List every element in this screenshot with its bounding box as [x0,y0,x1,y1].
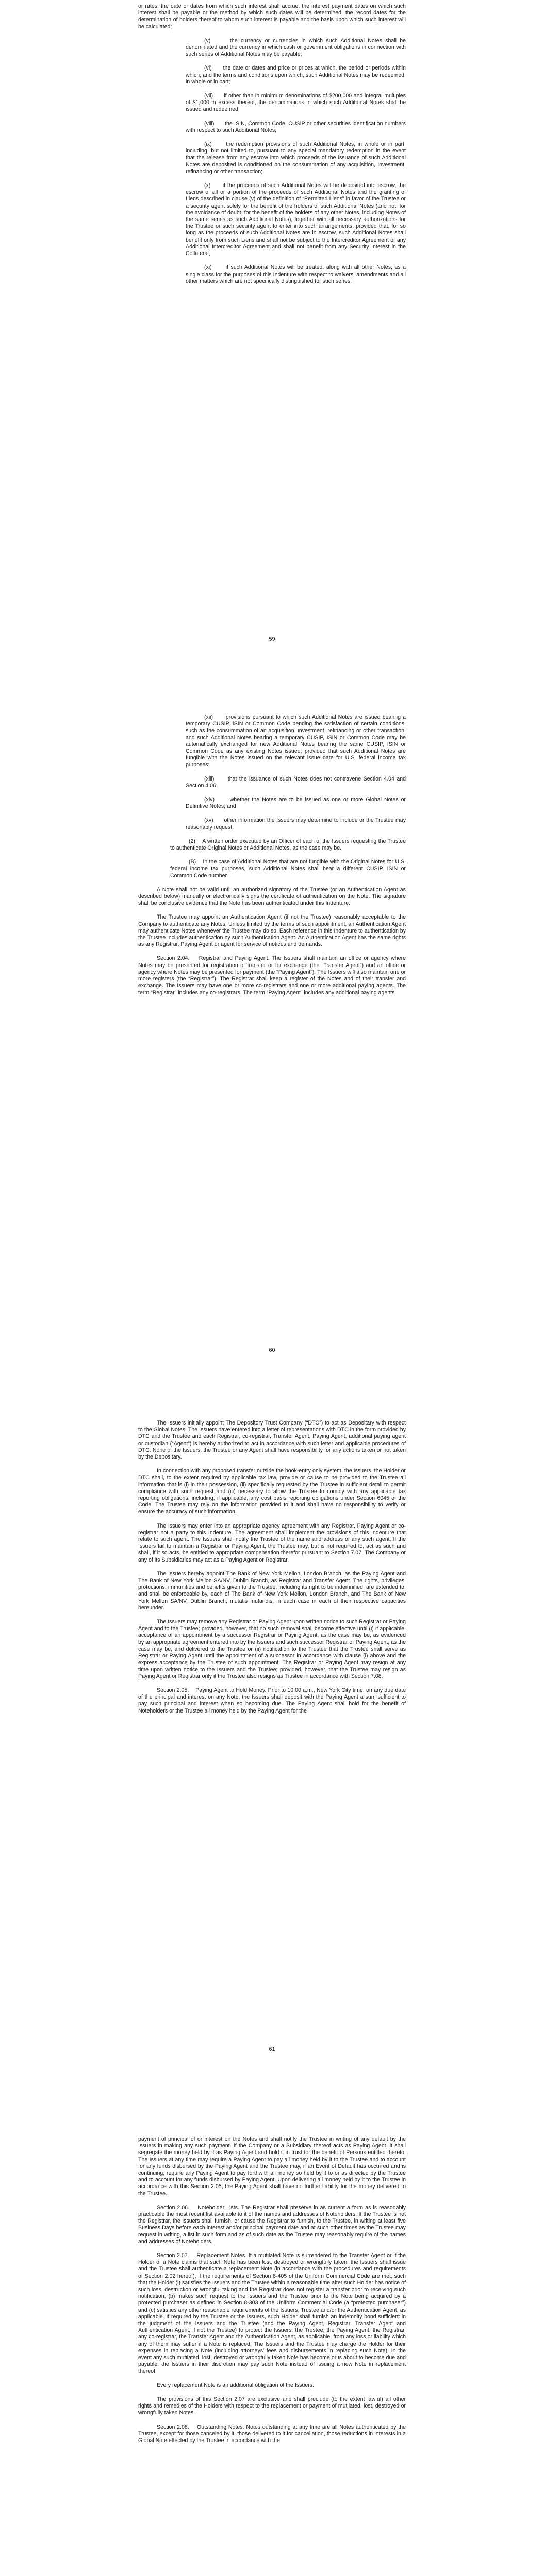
page-body [138,2133,406,2444]
paragraph-payment-continued: payment of principal of or interest on the Notes and shall notify the Trustee in writing of any default by the Issuers in making any such payment. If the Company or a Subsidiary thereof acts as Paying Agent, it shall segregate the money held by it as Paying Agent and hold it in trust for the benefit of Persons entitled thereto. The Issuers at any time may require a Paying Agent to pay all money held by it to the Trustee and to account for any funds disbursed by the Paying Agent and the Trustee may, if an Event of Default has occurred and is continuing, require any Paying Agent to pay forthwith all money so held by it to or as directed by the Trustee and to account for any funds disbursed by Paying Agent. Upon delivering all money held by it to the Trustee in accordance with this Section 2.05, the Paying Agent shall have no further liability for the money delivered to the Trustee. [138,2136,406,2197]
clause-xiii: (xiii) that the issuance of such Notes does not contravene Section 4.04 and Section 4.06; [186,775,406,789]
clause-xi: (xi) if such Additional Notes will be treated, along with all other Notes, as a single class for the purposes of this Indenture with respect to waivers, amendments and all other matters which are not specifically distinguished for such series; [186,264,406,284]
section-2-05-paying-agent: Section 2.05. Paying Agent to Hold Money. Prior to 10:00 a.m., New York City time, on any due date of the principal and interest on any Note, the Issuers shall deposit with the Paying Agent a sum sufficient to pay such principal and interest when so becoming due. The Paying Agent shall hold for the benefit of Noteholders or the Trustee all money held by the Paying Agent for the [138,1687,406,1714]
paragraph-agent-appointment: The Issuers hereby appoint The Bank of New York Mellon, London Branch, as the Paying Agent and The Bank of New York Mellon SA/NV, Dublin Branch, as Registrar and Transfer Agent. The rights, privileges, protections, immunities and benefits given to the Trustee, including its right to be indemnified, are extended to, and shall be enforceable by, each of The Bank of New York Mellon, London Branch, and The Bank of New York Mellon SA/NV, Dublin Branch, mutatis mutandis, in each case in each of their respective capacities hereunder. [138,1570,406,1611]
clause-viii: (viii) the ISIN, Common Code, CUSIP or other securities identification numbers with respect to such Additional Notes; [186,120,406,133]
section-2-04-registrar: Section 2.04. Registrar and Paying Agent. The Issuers shall maintain an office or agency where Notes may be presented for registration of transfer or for exchange (the “Transfer Agent”) and an office or agency where Notes may be presented for payment (the “Paying Agent”). The Issuers will also maintain one or more registers (the “Registrar”). The Registrar shall keep a register of the Notes and of their transfer and exchange. The Issuers may have one or more co-registrars and one or more additional paying agents. The term “Registrar” includes any co-registrars. The term “Paying Agent” includes any additional paying agents. [138,955,406,996]
clause-vii: (vii) if other than in minimum denominations of $200,000 and integral multiples of $1,000 in excess thereof, the denominations in which such Additional Notes shall be issued and redeemed; [186,93,406,113]
paragraph-tax-reporting: In connection with any proposed transfer outside the book-entry only system, the Issuers, the Holder or DTC shall, to the extent required by applicable tax law, provide or cause to be provided to the Trustee all information that is (i) in their possession, (ii) specifically requested by the Trustee in sufficient detail to permit compliance with such request and (iii) necessary to allow the Trustee to comply with any applicable tax reporting obligations, including, if applicable, any cost basis reporting obligations under Section 6045 of the Code. The Trustee may rely on the information provided to it and shall have no responsibility to verify or ensure the accuracy of such information. [138,1468,406,1515]
document-page-62 [0,2133,544,2576]
paragraph-dtc-depositary: The Issuers initially appoint The Depository Trust Company (“DTC”) to act as Depositary with respect to the Global Notes. The Issuers have entered into a letter of representations with DTC in the form provided by DTC and the Trustee and each Registrar, co-registrar, Transfer Agent, Paying Agent, additional paying agent or custodian (“Agent”) is hereby authorized to act in accordance with such letter and applicable procedures of DTC. None of the Issuers, the Trustee or any Agent shall have responsibility for any actions taken or not taken by the Depositary. [138,1420,406,1461]
document-page-59 [0,0,544,675]
clause-2-written-order: (2) A written order executed by an Officer of each of the Issuers requesting the Trustee to authenticate Original Notes or Additional Notes, as the case may be. [170,838,406,852]
document-page-61 [0,1417,544,2097]
clause-xv: (xv) other information the Issuers may determine to include or the Trustee may reasonably request. [186,817,406,831]
paragraph-agency-agreement: The Issuers may enter into an appropriate agency agreement with any Registrar, Paying Agent or co-registrar not a party to this Indenture. The agreement shall implement the provisions of this Indenture that relate to such agent. The Issuers shall notify the Trustee of the name and address of any such agent. If the Issuers fail to maintain a Registrar or Paying Agent, the Trustee may, but is not required to, act as such and shall, if it so acts, be entitled to appropriate compensation therefor pursuant to Section 7.07. The Company or any of its Subsidiaries may act as a Paying Agent or Registrar. [138,1522,406,1563]
clause-b-cusip: (B) In the case of Additional Notes that are not fungible with the Original Notes for U.S. federal income tax purposes, such Additional Notes shall bear a different CUSIP, ISIN or Common Code number. [170,859,406,879]
clause-xiv: (xiv) whether the Notes are to be issued as one or more Global Notes or Definitive Notes; and [186,796,406,810]
clause-v: (v) the currency or currencies in which such Additional Notes shall be denominated and the currency in which cash or government obligations in connection with such series of Additional Notes may be payable; [186,37,406,58]
clause-ix: (ix) the redemption provisions of such Additional Notes, in whole or in part, including, but not limited to, pursuant to any special mandatory redemption in the event that the release from any escrow into which proceeds of the issuance of such Additional Notes are deposited is conditioned on the consummation of any acquisition, Investment, refinancing or other transaction; [186,141,406,175]
clause-x: (x) if the proceeds of such Additional Notes will be deposited into escrow, the escrow of all or a portion of the proceeds of such Additional Notes and the granting of Liens described in clause (v) of the definition of “Permitted Liens” in favor of the Trustee or a security agent solely for the benefit of the holders of such Additional Notes (and not, for the avoidance of doubt, for the benefit of the holders of any other Notes, including Notes of the same series as such Additional Notes), together with all necessary authorizations for the Trustee or such security agent to enter into such arrangements; provided that, for so long as the proceeds of such Additional Notes are in escrow, such Additional Notes shall benefit only from such Liens and shall not be subject to the Intercreditor Agreement or any Additional Intercreditor Agreement and shall not benefit from any Security Interest in the Collateral; [186,182,406,257]
page-body [138,711,406,996]
page-body [138,1417,406,1715]
paragraph-note-validity: A Note shall not be valid until an authorized signatory of the Trustee (or an Authentication Agent as described below) manually or electronically signs the certificate of authentication on the Note. The signature shall be conclusive evidence that the Note has been authenticated under this Indenture. [138,886,406,907]
section-2-08-outstanding-notes: Section 2.08. Outstanding Notes. Notes outstanding at any time are all Notes authenticated by the Trustee, except for those canceled by it, those delivered to it for cancellation, those reductions in interests in a Global Note effected by the Trustee in accordance with the [138,2424,406,2444]
clause-vi: (vi) the date or dates and price or prices at which, the period or periods within which, and the terms and conditions upon which, such Additional Notes may be redeemed, in whole or in part; [186,65,406,85]
page-number: 60 [269,1347,275,1353]
page-body [138,0,406,285]
page-number: 59 [269,636,275,642]
paragraph-exclusive-provisions: The provisions of this Section 2.07 are exclusive and shall preclude (to the extent lawful) all other rights and remedies of the Holders with respect to the replacement or payment of mutilated, lost, destroyed or wrongfully taken Notes. [138,2396,406,2416]
paragraph-authentication-agent: The Trustee may appoint an Authentication Agent (if not the Trustee) reasonably acceptable to the Company to authenticate any Notes. Unless limited by the terms of such appointment, an Authentication Agent may authenticate Notes whenever the Trustee may do so. Each reference in this Indenture to authentication by the Trustee includes authentication by such Authentication Agent. An Authentication Agent has the same rights as any Registrar, Paying Agent or agent for service of notices and demands. [138,914,406,948]
page-number: 61 [269,2046,275,2053]
paragraph-replacement-obligation: Every replacement Note is an additional obligation of the Issuers. [157,2382,315,2388]
paragraph-agent-removal: The Issuers may remove any Registrar or Paying Agent upon written notice to such Registrar or Paying Agent and to the Trustee; provided, however, that no such removal shall become effective until (i) if applicable, acceptance of an appointment by a successor Registrar or Paying Agent, as the case may be, as evidenced by an appropriate agreement entered into by the Issuers and such successor Registrar or Paying Agent, as the case may be, and delivered to the Trustee or (ii) notification to the Trustee that the Trustee shall serve as Registrar or Paying Agent until the appointment of a successor in accordance with clause (i) above and the express acceptance by the Trustee of such appointment. The Registrar or Paying Agent may resign at any time upon written notice to the Issuers and the Trustee; provided, however, that the Trustee may resign as Paying Agent or Registrar only if the Trustee also resigns as Trustee in accordance with Section 7.08. [138,1619,406,1680]
clause-xii: (xii) provisions pursuant to which such Additional Notes are issued bearing a temporary CUSIP, ISIN or Common Code pending the satisfaction of certain conditions, such as the consummation of an acquisition, investment, refinancing or other transaction, and such Additional Notes bearing a temporary CUSIP, ISIN or Common Code may be automatically exchanged for new Additional Notes bearing the same CUSIP, ISIN or Common Code as any existing Notes issued; provided that such Additional Notes are fungible with the Notes issued on the relevant issue date for U.S. federal income tax purposes; [186,714,406,768]
paragraph-interest-terms: or rates, the date or dates from which such interest shall accrue, the interest payment dates on which such interest shall be payable or the method by which such dates will be determined, the record dates for the determination of holders thereof to whom such interest is payable and the basis upon which such interest will be calculated; [138,3,406,30]
section-2-07-replacement-notes: Section 2.07. Replacement Notes. If a mutilated Note is surrendered to the Transfer Agent or if the Holder of a Note claims that such Note has been lost, destroyed or wrongfully taken, the Issuers shall issue and the Trustee shall authenticate a replacement Note (in accordance with the procedures and requirements of Section 2.02 hereof), if the requirements of Section 8-405 of the Uniform Commercial Code are met, such that the Holder (i) satisfies the Issuers and the Trustee within a reasonable time after such Holder has notice of such loss, destruction or wrongful taking and the Registrar does not register a transfer prior to receiving such notification, (b) makes such request to the Issuers and the Trustee prior to the Note being acquired by a protected purchaser as defined in Section 8-303 of the Uniform Commercial Code (a “protected purchaser”) and (c) satisfies any other reasonable requirements of the Issuers, Trustee and/or the Authentication Agent, as applicable. If required by the Trustee or the Issuers, such Holder shall furnish an indemnity bond sufficient in the judgment of the Issuers and the Trustee (and the Paying Agent, Registrar, Transfer Agent and Authentication Agent, if not the Trustee) to protect the Issuers, the Trustee, the Paying Agent, the Registrar, any co-registrar, the Transfer Agent and the Authentication Agent, as applicable, from any loss or liability which any of them may suffer if a Note is replaced. The Issuers and the Trustee may charge the Holder for their expenses in replacing a Note (including attorneys’ fees and disbursements in replacing such Note). In the event any such mutilated, lost, destroyed or wrongfully taken Note has become or is about to become due and payable, the Issuers in their discretion may pay such Note instead of issuing a new Note in replacement thereof. [138,2252,406,2375]
section-2-06-noteholder-lists: Section 2.06. Noteholder Lists. The Registrar shall preserve in as current a form as is reasonably practicable the most recent list available to it of the names and addresses of Noteholders. If the Trustee is not the Registrar, the Issuers shall furnish, or cause the Registrar to furnish, to the Trustee, in writing at least five Business Days before each interest and/or principal payment date and at such other times as the Trustee may request in writing, a list in such form and as of such date as the Trustee may reasonably require of the names and addresses of Noteholders. [138,2204,406,2245]
document-page-60 [0,711,544,1381]
